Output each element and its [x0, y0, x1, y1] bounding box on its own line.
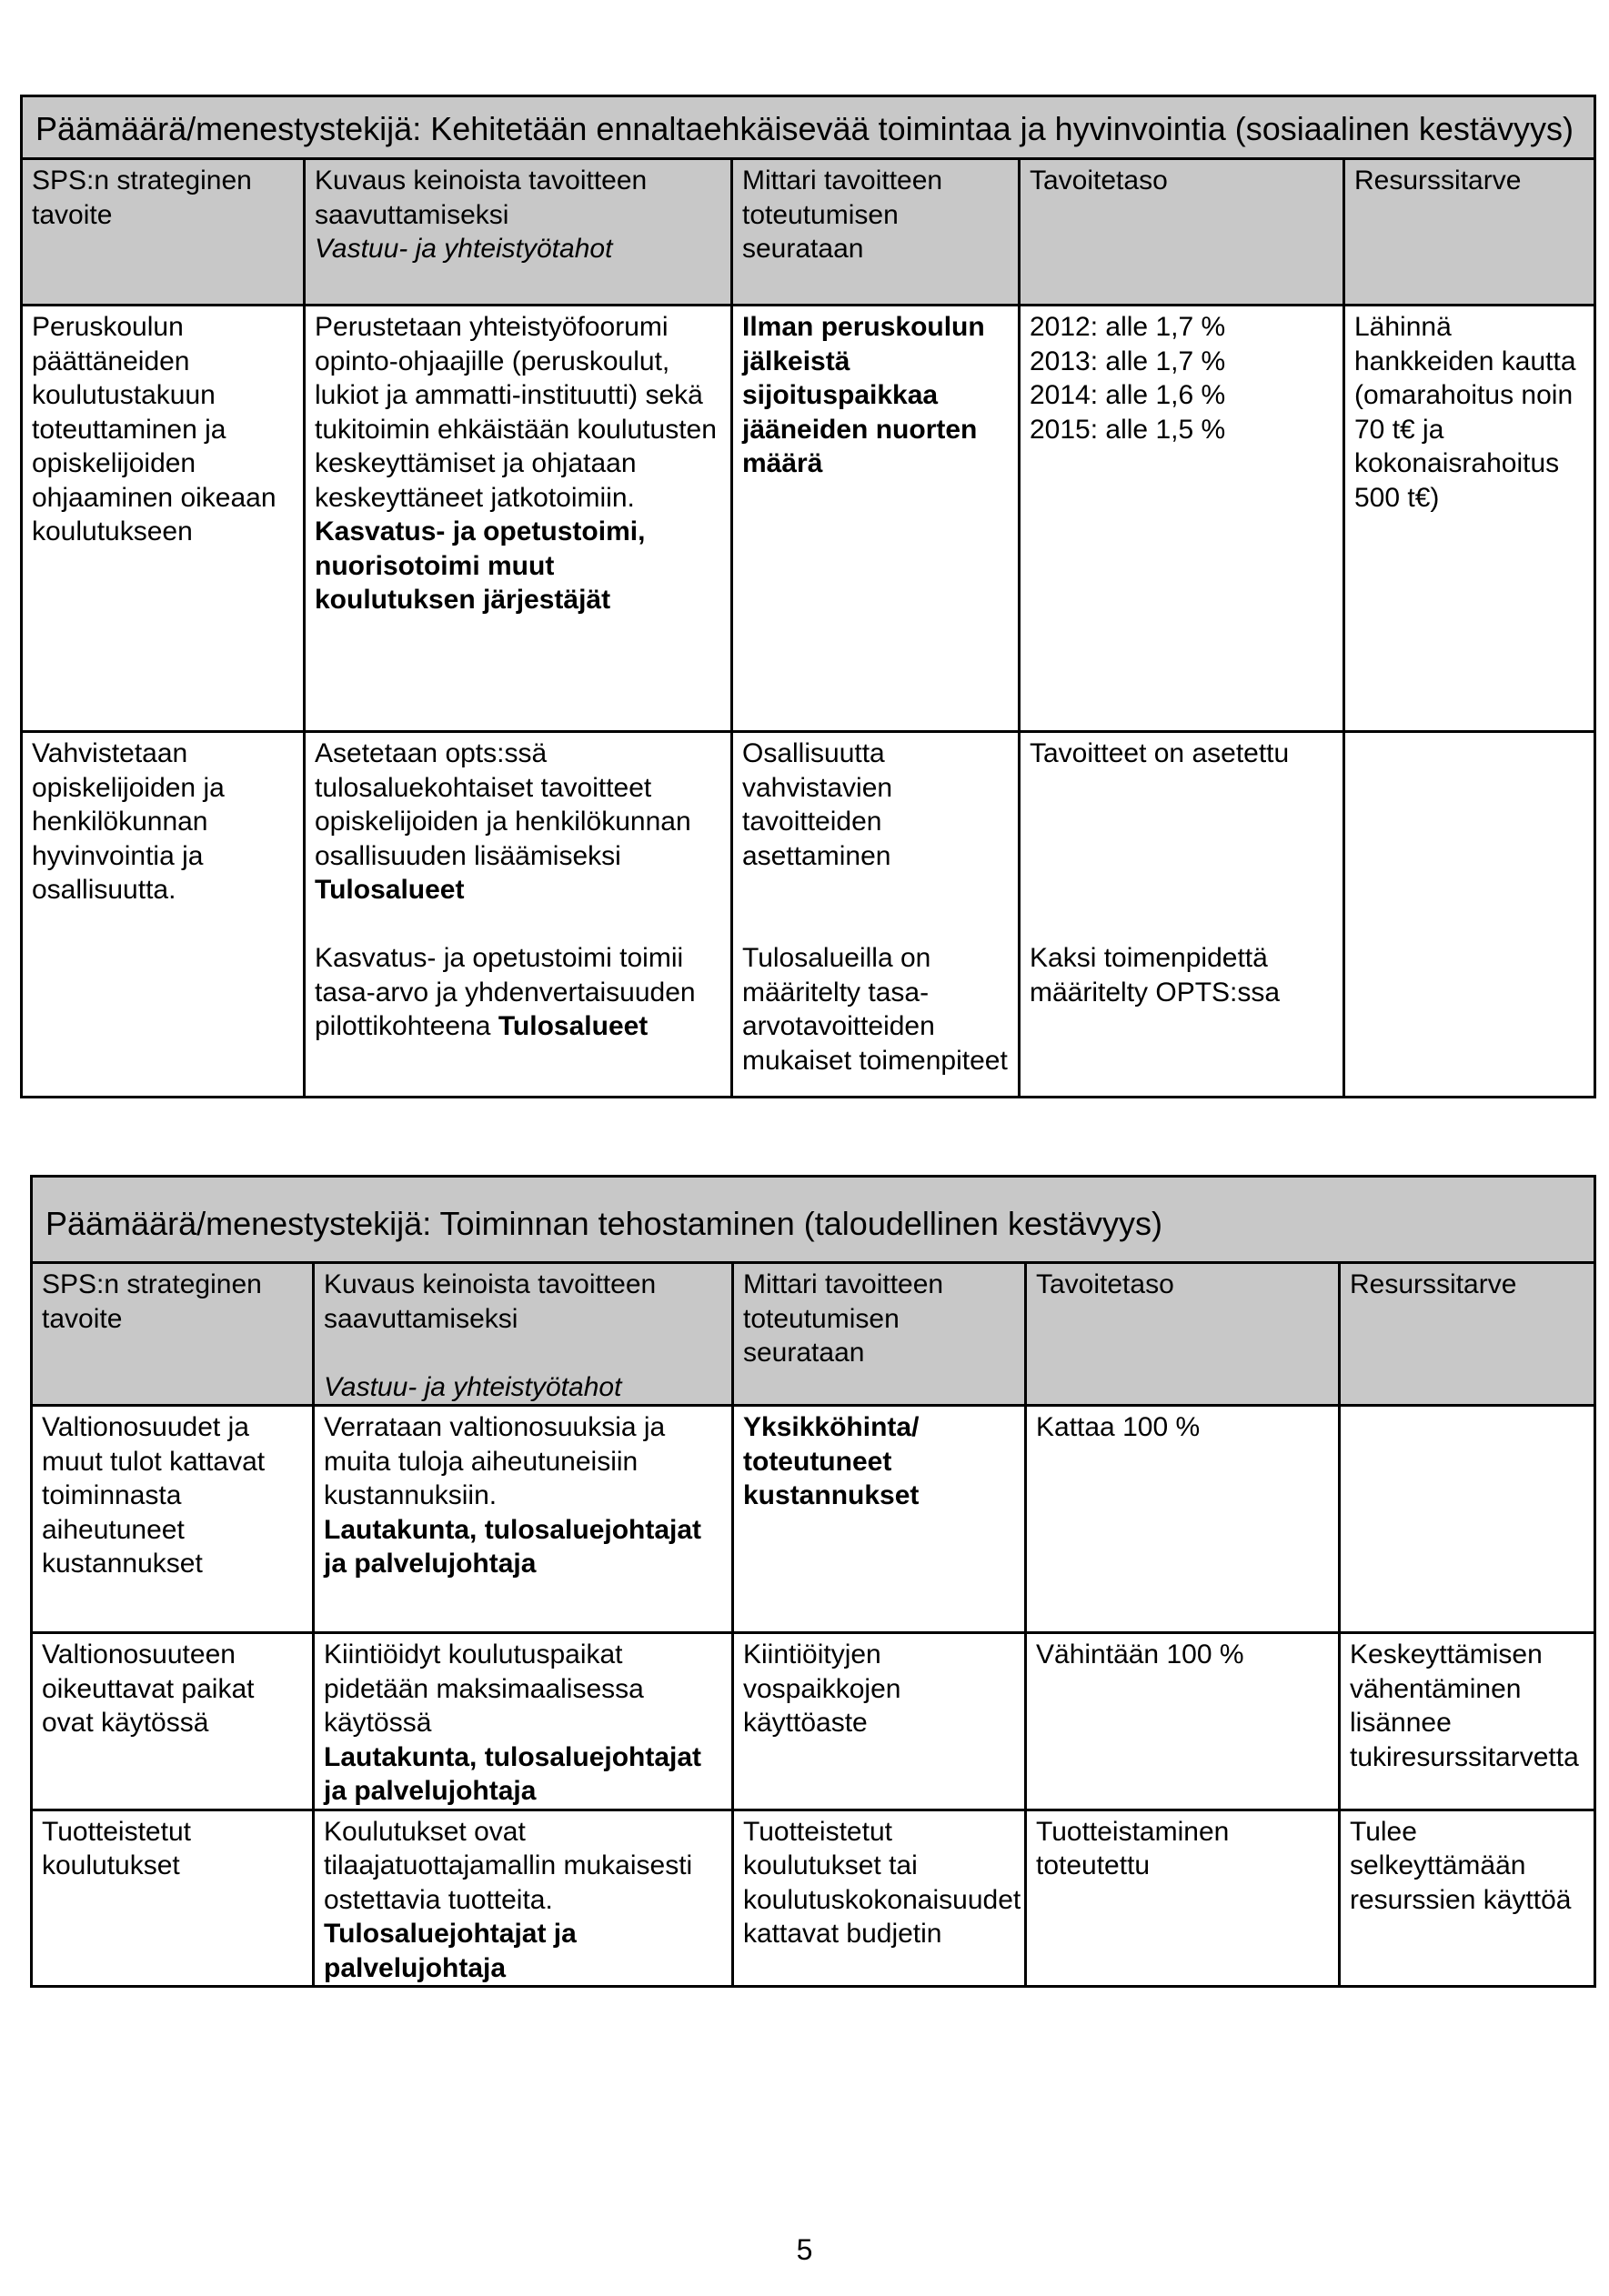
target-line: 2013: alle 1,7 %: [1030, 346, 1226, 376]
table-header-row: [22, 159, 1595, 306]
page-number: 5: [796, 2233, 813, 2266]
header-means-label: Kuvaus keinoista tavoitteen saavuttamiseksi: [315, 165, 648, 230]
means-responsible: Lautakunta, tulosaluejohtajat ja palvelujohtaja: [324, 1514, 702, 1579]
means-text: Asetetaan opts:ssä tulosaluekohtaiset tavoitteet opiskelijoiden ja henkilökunnan osallisuuden lisäämiseksi: [315, 738, 691, 871]
table-title: Päämäärä/menestystekijä: Toiminnan tehostaminen (taloudellinen kestävyys): [32, 1177, 1595, 1263]
cell-target: [1020, 732, 1344, 1098]
header-target: Tavoitetaso: [1020, 159, 1344, 306]
table-row: [22, 732, 1595, 1098]
means-responsible: Tulosalueet: [315, 875, 465, 905]
header-goal: SPS:n strateginen tavoite: [22, 159, 305, 306]
means-responsible: Lautakunta, tulosaluejohtajat ja palvelujohtaja: [324, 1741, 702, 1806]
means-responsible: Kasvatus- ja opetustoimi, nuorisotoimi muut koulutuksen järjestäjät: [315, 516, 646, 615]
header-resources: Resurssitarve: [1344, 159, 1595, 306]
means-responsible: Tulosalueet: [498, 1011, 649, 1041]
cell-goal: Peruskoulun päättäneiden koulutustakuun toteuttaminen ja opiskelijoiden ohjaaminen oikeaan koulutukseen: [22, 306, 305, 732]
target-text: Kaksi toimenpidettä määritelty OPTS:ssa: [1030, 943, 1281, 1008]
indicator-text: Tulosalueilla on määritelty tasa-arvotavoitteiden mukaiset toimenpiteet: [742, 943, 1008, 1076]
means-text: Koulutukset ovat tilaajatuottajamallin mukaisesti ostettavia tuotteita.: [324, 1816, 693, 1915]
cell-indicator: Yksikköhinta/ toteutuneet kustannukset: [733, 1406, 1026, 1633]
cell-means: [314, 1406, 733, 1633]
target-text: Tavoitteet on asetettu: [1030, 738, 1290, 768]
goal-table-social-sustainability: [20, 95, 1596, 1098]
means-text: Perustetaan yhteistyöfoorumi opinto-ohjaajille (peruskoulut, lukiot ja ammatti-instituutti) sekä tukitoimin ehkäistään koulutusten keskeyttämiset ja ohjataan keskeyttäneet jatkotoimiin.: [315, 312, 717, 513]
header-means-responsible: Vastuu- ja yhteistyötahot: [324, 1371, 622, 1402]
header-resources: Resurssitarve: [1340, 1263, 1595, 1406]
target-line: 2014: alle 1,6 %: [1030, 380, 1226, 410]
cell-indicator: Kiintiöityjen vospaikkojen käyttöaste: [733, 1633, 1026, 1810]
table-title: Päämäärä/menestystekijä: Kehitetään ennaltaehkäisevää toimintaa ja hyvinvointia (sosiaalinen kestävyys): [22, 96, 1595, 159]
cell-means: [314, 1633, 733, 1810]
cell-indicator: Tuotteistetut koulutukset tai koulutuskokonaisuudet kattavat budjetin: [733, 1810, 1026, 1987]
cell-means: [305, 732, 732, 1098]
indicator-text: Osallisuutta vahvistavien tavoitteiden asettaminen: [742, 738, 893, 871]
cell-resources: Keskeyttämisen vähentäminen lisännee tukiresurssitarvetta: [1340, 1633, 1595, 1810]
cell-target: Tuotteistaminen toteutettu: [1026, 1810, 1340, 1987]
target-line: 2015: alle 1,5 %: [1030, 414, 1226, 445]
header-indicator: Mittari tavoitteen toteutumisen seurataan: [733, 1263, 1026, 1406]
table-row: [32, 1810, 1595, 1987]
means-text: Kasvatus- ja opetustoimi toimii tasa-arvo ja yhdenvertaisuuden pilottikohteena: [315, 943, 696, 1041]
cell-means: [305, 306, 732, 732]
cell-resources: Tulee selkeyttämään resurssien käyttöä: [1340, 1810, 1595, 1987]
cell-target: Kattaa 100 %: [1026, 1406, 1340, 1633]
header-means-responsible: Vastuu- ja yhteistyötahot: [315, 234, 613, 264]
table-row: [22, 306, 1595, 732]
table-row: [32, 1406, 1595, 1633]
cell-resources: Lähinnä hankkeiden kautta (omarahoitus noin 70 t€ ja kokonaisrahoitus 500 t€): [1344, 306, 1595, 732]
target-line: 2012: alle 1,7 %: [1030, 312, 1226, 342]
cell-target: Vähintään 100 %: [1026, 1633, 1340, 1810]
cell-target: [1020, 306, 1344, 732]
header-means: [305, 159, 732, 306]
cell-indicator: Ilman peruskoulun jälkeistä sijoituspaikkaa jääneiden nuorten määrä: [732, 306, 1020, 732]
cell-goal: Tuotteistetut koulutukset: [32, 1810, 314, 1987]
goal-table-economic-sustainability: [30, 1175, 1596, 1988]
cell-goal: Valtionosuudet ja muut tulot kattavat toiminnasta aiheutuneet kustannukset: [32, 1406, 314, 1633]
cell-means: [314, 1810, 733, 1987]
header-means-label: Kuvaus keinoista tavoitteen saavuttamiseksi: [324, 1269, 657, 1334]
header-target: Tavoitetaso: [1026, 1263, 1340, 1406]
cell-indicator: [732, 732, 1020, 1098]
header-means: [314, 1263, 733, 1406]
cell-goal: Valtionosuuteen oikeuttavat paikat ovat käytössä: [32, 1633, 314, 1810]
cell-resources: [1344, 732, 1595, 1098]
means-text: Kiintiöidyt koulutuspaikat pidetään maksimaalisessa käytössä: [324, 1639, 644, 1738]
means-text: Verrataan valtionosuuksia ja muita tuloja aiheutuneisiin kustannuksiin.: [324, 1412, 666, 1510]
cell-resources: [1340, 1406, 1595, 1633]
header-goal: SPS:n strateginen tavoite: [32, 1263, 314, 1406]
cell-goal: Vahvistetaan opiskelijoiden ja henkilökunnan hyvinvointia ja osallisuutta.: [22, 732, 305, 1098]
header-indicator: Mittari tavoitteen toteutumisen seurataan: [732, 159, 1020, 306]
means-responsible: Tulosaluejohtajat ja palvelujohtaja: [324, 1919, 577, 1983]
table-row: [32, 1633, 1595, 1810]
table-header-row: [32, 1263, 1595, 1406]
